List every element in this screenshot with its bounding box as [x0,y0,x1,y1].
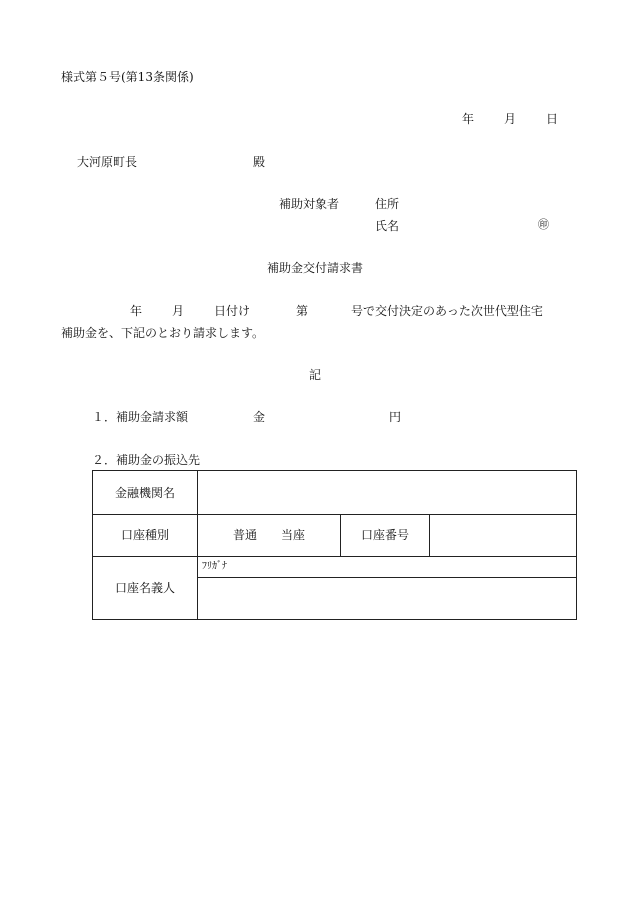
body-line1-tail: 号で交付決定のあった次世代型住宅 [351,304,543,318]
bank-table [92,470,577,620]
body-line-2: 補助金を、下記のとおり請求します。 [61,326,265,340]
institution-label: 金融機関名 [114,485,175,500]
date-month-label: 月 [504,112,517,126]
name-label: 氏名 [375,219,400,233]
item1-kin: 金 [253,410,266,424]
account-type-label: 口座種別 [120,528,169,542]
ki-heading: 記 [308,368,321,382]
item2-label: ２．補助金の振込先 [92,453,201,467]
item1-label: １．補助金請求額 [92,410,189,424]
account-number-label: 口座番号 [360,528,409,542]
seal-mark: ㊞ [538,218,549,231]
holder-label: 口座名義人 [114,580,175,595]
item1-yen: 円 [389,410,402,424]
addressee-name: 大河原町長 [77,155,138,169]
body-dated-label: 日付け [214,304,251,318]
date-year-label: 年 [462,112,475,126]
holder-value [198,578,576,619]
applicant-label: 補助対象者 [279,197,340,211]
body-number-prefix: 第 [296,304,309,318]
address-label: 住所 [375,197,400,211]
document-title: 補助金交付請求書 [266,261,363,275]
institution-value [198,471,576,514]
account-type-options: 普通 当座 [232,528,305,542]
body-month-label: 月 [172,304,185,318]
form-number: 様式第５号(第13条関係) [61,70,194,84]
addressee-honorific: 殿 [253,155,266,169]
furigana-label: ﾌﾘｶﾞﾅ [202,561,227,572]
account-number-value [430,514,576,556]
body-year-label: 年 [130,304,143,318]
date-day-label: 日 [546,112,559,126]
